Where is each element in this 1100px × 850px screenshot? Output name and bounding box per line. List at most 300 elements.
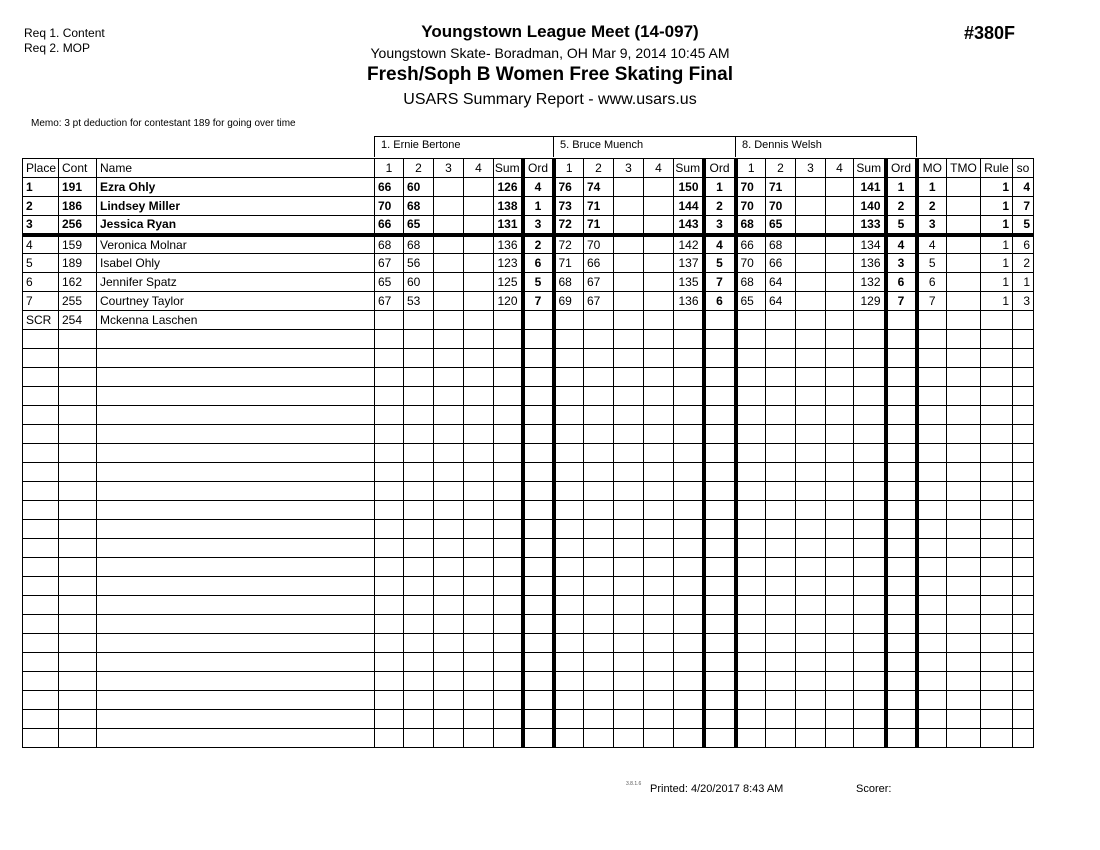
table-cell: [674, 710, 704, 729]
table-cell: 4: [917, 235, 947, 254]
table-cell: [704, 482, 736, 501]
table-cell: [736, 330, 766, 349]
table-cell: Ezra Ohly: [97, 178, 375, 197]
table-cell: [23, 349, 59, 368]
table-cell: [644, 691, 674, 710]
table-cell: [644, 539, 674, 558]
judge-2-header: 5. Bruce Muench: [553, 136, 736, 157]
table-row: [23, 197, 1034, 216]
table-cell: [704, 672, 736, 691]
table-row: [23, 520, 1034, 539]
table-cell: [1013, 672, 1034, 691]
table-cell: [494, 444, 523, 463]
table-cell: [464, 444, 494, 463]
table-cell: [766, 482, 796, 501]
table-cell: 2: [523, 235, 554, 254]
table-cell: [796, 463, 826, 482]
table-cell: [674, 387, 704, 406]
table-cell: 76: [554, 178, 584, 197]
table-cell: [981, 463, 1013, 482]
table-cell: [494, 463, 523, 482]
table-cell: [766, 406, 796, 425]
table-cell: [644, 615, 674, 634]
table-cell: [464, 292, 494, 311]
table-cell: [886, 672, 917, 691]
table-cell: [886, 691, 917, 710]
table-cell: [947, 653, 981, 672]
table-cell: [584, 406, 614, 425]
table-cell: [644, 634, 674, 653]
table-cell: [766, 653, 796, 672]
results-table: [22, 158, 1034, 748]
table-cell: [674, 729, 704, 748]
table-row: [23, 463, 1034, 482]
memo: Memo: 3 pt deduction for contestant 189 for going over time: [31, 118, 296, 129]
table-cell: [947, 444, 981, 463]
table-cell: [614, 596, 644, 615]
table-cell: [947, 349, 981, 368]
table-cell: 1: [1013, 273, 1034, 292]
table-row: [23, 311, 1034, 330]
table-cell: [523, 577, 554, 596]
table-row: [23, 558, 1034, 577]
table-cell: [59, 653, 97, 672]
table-cell: [674, 311, 704, 330]
table-cell: Mckenna Laschen: [97, 311, 375, 330]
table-cell: [766, 672, 796, 691]
table-cell: [736, 463, 766, 482]
table-cell: [917, 729, 947, 748]
table-cell: [981, 558, 1013, 577]
judge-1-header: 1. Ernie Bertone: [374, 136, 554, 157]
table-cell: 2: [23, 197, 59, 216]
table-cell: [644, 463, 674, 482]
table-cell: [854, 463, 886, 482]
table-cell: [1013, 710, 1034, 729]
table-cell: [886, 615, 917, 634]
table-row: [23, 425, 1034, 444]
column-header: MO: [917, 159, 947, 178]
table-cell: [796, 653, 826, 672]
table-cell: 70: [584, 235, 614, 254]
table-cell: 125: [494, 273, 523, 292]
table-cell: [736, 615, 766, 634]
table-cell: [736, 368, 766, 387]
table-cell: [917, 558, 947, 577]
table-cell: [375, 444, 404, 463]
table-cell: [23, 463, 59, 482]
table-cell: 2: [1013, 254, 1034, 273]
table-cell: [554, 710, 584, 729]
table-cell: [584, 482, 614, 501]
table-cell: [464, 691, 494, 710]
table-row: [23, 710, 1034, 729]
table-cell: [464, 653, 494, 672]
table-cell: [644, 178, 674, 197]
table-cell: [434, 539, 464, 558]
table-cell: [674, 482, 704, 501]
table-cell: [796, 254, 826, 273]
table-cell: 74: [584, 178, 614, 197]
table-cell: 5: [886, 216, 917, 235]
table-cell: [375, 539, 404, 558]
table-cell: [796, 330, 826, 349]
table-cell: 136: [494, 235, 523, 254]
table-cell: [464, 387, 494, 406]
table-cell: [434, 615, 464, 634]
table-cell: 71: [584, 216, 614, 235]
table-cell: [796, 558, 826, 577]
table-cell: 71: [554, 254, 584, 273]
table-cell: 68: [736, 216, 766, 235]
table-cell: [917, 387, 947, 406]
table-cell: [704, 710, 736, 729]
table-cell: 68: [554, 273, 584, 292]
table-cell: [704, 577, 736, 596]
table-cell: [523, 672, 554, 691]
table-cell: [375, 387, 404, 406]
table-cell: [464, 197, 494, 216]
table-row: [23, 368, 1034, 387]
table-cell: [494, 482, 523, 501]
column-header: Ord: [523, 159, 554, 178]
table-cell: [434, 311, 464, 330]
table-cell: [674, 577, 704, 596]
table-cell: [704, 463, 736, 482]
table-cell: [826, 273, 854, 292]
table-cell: [736, 596, 766, 615]
table-cell: [826, 197, 854, 216]
table-cell: [554, 615, 584, 634]
table-cell: 70: [375, 197, 404, 216]
table-cell: [947, 729, 981, 748]
table-cell: [917, 444, 947, 463]
table-cell: [766, 539, 796, 558]
table-cell: Jennifer Spatz: [97, 273, 375, 292]
table-cell: [644, 311, 674, 330]
table-cell: [886, 558, 917, 577]
table-cell: 53: [404, 292, 434, 311]
table-cell: [796, 406, 826, 425]
table-cell: [917, 368, 947, 387]
table-cell: [674, 672, 704, 691]
table-cell: 138: [494, 197, 523, 216]
table-cell: [23, 501, 59, 520]
table-cell: [554, 387, 584, 406]
table-cell: [736, 577, 766, 596]
table-cell: [614, 520, 644, 539]
table-cell: [404, 615, 434, 634]
table-cell: [464, 406, 494, 425]
table-cell: 68: [404, 197, 434, 216]
table-cell: [917, 539, 947, 558]
table-cell: [886, 634, 917, 653]
table-cell: [981, 520, 1013, 539]
table-cell: [584, 729, 614, 748]
column-header: 2: [404, 159, 434, 178]
table-cell: [97, 482, 375, 501]
table-cell: [59, 691, 97, 710]
table-cell: [796, 501, 826, 520]
table-cell: [97, 463, 375, 482]
judge-3-header: 8. Dennis Welsh: [735, 136, 917, 157]
version-label: 3.8.1.6: [626, 781, 642, 787]
table-cell: [917, 691, 947, 710]
table-cell: [644, 520, 674, 539]
table-cell: 144: [674, 197, 704, 216]
table-cell: 7: [704, 273, 736, 292]
table-cell: [434, 387, 464, 406]
table-cell: [554, 463, 584, 482]
table-cell: [434, 558, 464, 577]
table-cell: 71: [584, 197, 614, 216]
table-cell: [826, 349, 854, 368]
table-cell: [674, 368, 704, 387]
table-cell: [464, 425, 494, 444]
table-cell: [736, 311, 766, 330]
event-number: #380F: [964, 23, 1016, 43]
table-cell: 7: [1013, 197, 1034, 216]
table-cell: [826, 292, 854, 311]
table-cell: [584, 596, 614, 615]
table-cell: [644, 444, 674, 463]
table-row: [23, 330, 1034, 349]
table-cell: 4: [523, 178, 554, 197]
table-cell: [584, 444, 614, 463]
table-cell: [494, 729, 523, 748]
table-cell: [854, 539, 886, 558]
table-cell: [464, 577, 494, 596]
table-cell: [434, 520, 464, 539]
table-cell: [981, 615, 1013, 634]
table-cell: [796, 197, 826, 216]
table-cell: 6: [704, 292, 736, 311]
table-cell: [375, 368, 404, 387]
table-cell: [59, 501, 97, 520]
table-cell: 65: [736, 292, 766, 311]
table-cell: [826, 729, 854, 748]
table-cell: [23, 672, 59, 691]
table-cell: [375, 577, 404, 596]
table-cell: [644, 406, 674, 425]
table-cell: [584, 672, 614, 691]
table-cell: [947, 520, 981, 539]
table-cell: [736, 691, 766, 710]
table-cell: [644, 710, 674, 729]
table-cell: [523, 482, 554, 501]
table-cell: [375, 672, 404, 691]
table-cell: 7: [917, 292, 947, 311]
table-cell: [59, 520, 97, 539]
table-cell: [981, 406, 1013, 425]
table-cell: [434, 672, 464, 691]
table-cell: [554, 368, 584, 387]
table-cell: [766, 691, 796, 710]
table-cell: [59, 672, 97, 691]
table-cell: 70: [736, 197, 766, 216]
table-cell: 134: [854, 235, 886, 254]
table-cell: [614, 254, 644, 273]
table-cell: [947, 330, 981, 349]
table-cell: [614, 178, 644, 197]
table-cell: [886, 520, 917, 539]
table-row: [23, 729, 1034, 748]
table-cell: [644, 482, 674, 501]
table-cell: [796, 216, 826, 235]
table-cell: [494, 558, 523, 577]
table-cell: 66: [766, 254, 796, 273]
table-cell: [917, 577, 947, 596]
table-cell: [584, 311, 614, 330]
table-cell: [796, 729, 826, 748]
table-cell: [523, 596, 554, 615]
table-cell: [494, 596, 523, 615]
table-cell: [1013, 653, 1034, 672]
table-cell: [523, 387, 554, 406]
table-cell: [523, 729, 554, 748]
table-cell: [614, 615, 644, 634]
table-cell: [826, 558, 854, 577]
column-header: 2: [584, 159, 614, 178]
table-cell: 1: [886, 178, 917, 197]
table-cell: [614, 729, 644, 748]
table-row: [23, 672, 1034, 691]
table-cell: [854, 406, 886, 425]
table-cell: [404, 596, 434, 615]
table-cell: 256: [59, 216, 97, 235]
table-cell: [981, 482, 1013, 501]
column-header: 1: [554, 159, 584, 178]
column-header: Place: [23, 159, 59, 178]
table-cell: [523, 653, 554, 672]
table-cell: [59, 615, 97, 634]
table-cell: [736, 729, 766, 748]
table-cell: [97, 406, 375, 425]
table-cell: [766, 729, 796, 748]
table-cell: [947, 292, 981, 311]
table-cell: [59, 710, 97, 729]
table-cell: 131: [494, 216, 523, 235]
table-cell: [674, 463, 704, 482]
table-cell: 162: [59, 273, 97, 292]
table-cell: [404, 425, 434, 444]
table-cell: [826, 235, 854, 254]
table-cell: [1013, 387, 1034, 406]
table-cell: [59, 406, 97, 425]
table-cell: [947, 710, 981, 729]
table-cell: [947, 406, 981, 425]
table-cell: [674, 349, 704, 368]
table-cell: [523, 368, 554, 387]
table-cell: 1: [981, 273, 1013, 292]
table-cell: [375, 406, 404, 425]
table-cell: [59, 387, 97, 406]
table-cell: [614, 425, 644, 444]
table-cell: [644, 273, 674, 292]
table-cell: [375, 311, 404, 330]
table-cell: [917, 406, 947, 425]
table-cell: [826, 634, 854, 653]
table-cell: [23, 634, 59, 653]
table-cell: [947, 596, 981, 615]
table-cell: 66: [736, 235, 766, 254]
table-cell: [554, 425, 584, 444]
table-cell: [796, 520, 826, 539]
table-cell: [554, 406, 584, 425]
column-header: Sum: [674, 159, 704, 178]
table-cell: [766, 425, 796, 444]
table-cell: [434, 691, 464, 710]
table-cell: [464, 235, 494, 254]
table-cell: 3: [917, 216, 947, 235]
table-cell: [644, 558, 674, 577]
table-cell: [826, 463, 854, 482]
table-cell: [1013, 406, 1034, 425]
column-header: 4: [464, 159, 494, 178]
table-cell: [59, 558, 97, 577]
table-cell: [826, 368, 854, 387]
table-cell: 68: [766, 235, 796, 254]
table-cell: [1013, 691, 1034, 710]
table-cell: [644, 425, 674, 444]
table-cell: [854, 368, 886, 387]
table-cell: [981, 539, 1013, 558]
table-cell: 70: [736, 254, 766, 273]
table-cell: [766, 615, 796, 634]
table-cell: [704, 311, 736, 330]
table-cell: [981, 387, 1013, 406]
table-cell: [554, 596, 584, 615]
table-cell: [614, 235, 644, 254]
column-header: Sum: [494, 159, 523, 178]
table-cell: [674, 501, 704, 520]
table-cell: [464, 216, 494, 235]
table-cell: [614, 634, 644, 653]
table-cell: 2: [886, 197, 917, 216]
table-cell: [796, 235, 826, 254]
table-cell: [826, 501, 854, 520]
table-cell: [796, 292, 826, 311]
table-cell: 6: [1013, 235, 1034, 254]
table-cell: [766, 444, 796, 463]
table-cell: [766, 501, 796, 520]
table-cell: [947, 216, 981, 235]
table-cell: [826, 387, 854, 406]
table-cell: [826, 653, 854, 672]
table-cell: [917, 482, 947, 501]
table-cell: [494, 615, 523, 634]
table-cell: [917, 615, 947, 634]
table-cell: [704, 729, 736, 748]
report-title: USARS Summary Report - www.usars.us: [403, 91, 697, 108]
table-cell: [854, 349, 886, 368]
table-cell: [674, 596, 704, 615]
table-cell: 5: [23, 254, 59, 273]
table-row: [23, 691, 1034, 710]
table-cell: [854, 482, 886, 501]
table-cell: [614, 710, 644, 729]
table-cell: [674, 425, 704, 444]
table-cell: [947, 558, 981, 577]
table-cell: [434, 710, 464, 729]
table-cell: 6: [917, 273, 947, 292]
table-cell: [1013, 330, 1034, 349]
table-cell: [886, 596, 917, 615]
table-cell: [886, 425, 917, 444]
table-cell: [1013, 368, 1034, 387]
table-cell: 1: [981, 235, 1013, 254]
table-cell: [23, 520, 59, 539]
